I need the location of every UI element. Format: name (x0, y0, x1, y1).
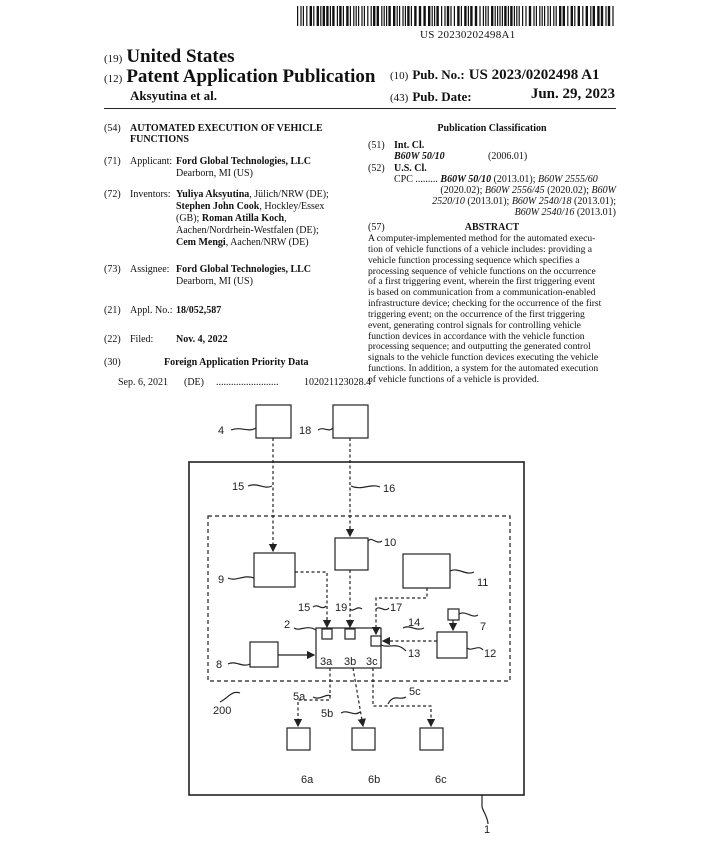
leader-8 (228, 663, 250, 665)
box-6a (287, 728, 310, 750)
uscl-code: (52) (368, 163, 385, 174)
barcode-bar (574, 6, 575, 26)
assignee-name: Ford Global Technologies, LLC (176, 264, 312, 275)
ref-10: 10 (384, 537, 397, 549)
barcode-bar (582, 6, 583, 26)
barcode-number: US 20230202498A1 (420, 29, 516, 41)
leader-12 (467, 648, 483, 650)
barcode-bar (441, 6, 442, 26)
barcode-bar (519, 6, 520, 26)
pubtype-code: (12) (104, 73, 123, 85)
abstract-line: of a first triggering event, wherein the first triggering event (368, 276, 595, 288)
priority-country: (DE) (184, 377, 204, 388)
leader-19 (350, 608, 362, 610)
vehicle-boundary-200 (208, 516, 510, 681)
country-code: (19) (104, 53, 123, 65)
barcode-bar (399, 6, 400, 26)
box-8 (250, 642, 278, 667)
ref-6b: 6b (368, 774, 381, 786)
barcode-bar (402, 6, 403, 26)
ref-5a: 5a (293, 691, 306, 703)
pub-date-line (390, 88, 615, 106)
barcode-bar (373, 6, 375, 26)
barcode-bar (364, 6, 365, 26)
leader-18 (318, 428, 333, 430)
barcode-bar (508, 6, 509, 26)
box-4 (256, 405, 291, 438)
ref-1: 1 (484, 824, 491, 836)
assignee-code: (73) (104, 264, 121, 275)
barcode-bar (525, 6, 526, 26)
ref-8: 8 (216, 659, 223, 671)
leader-200 (220, 692, 240, 702)
pubdate-code: (43) (390, 92, 409, 104)
barcode-bar (553, 6, 554, 26)
leader-10 (368, 539, 382, 542)
cpc-line-2: (2020.02); B60W 2556/45 (2020.02); B60W (440, 185, 616, 196)
barcode-bar (361, 6, 362, 26)
barcode-bar (479, 6, 480, 26)
intcl-code: (51) (368, 140, 385, 151)
abstract-line: signals to the vehicle function devices executing the vehicle (368, 352, 599, 364)
box-18 (333, 405, 368, 438)
abstract-line: processing sequence; and outputting the generated control (368, 341, 591, 353)
title-line-2: FUNCTIONS (130, 134, 189, 145)
inventor-3-location: Aachen/Nordrhein-Westfalen (DE); (176, 225, 319, 236)
pubno-label: Pub. No.: (412, 67, 465, 82)
barcode-bar (346, 6, 348, 26)
ref-2: 2 (284, 619, 291, 631)
barcode-bar (411, 6, 412, 26)
authors: Aksyutina et al. (130, 88, 218, 103)
ref-15-top: 15 (232, 481, 245, 493)
title-code: (54) (104, 123, 121, 134)
assignee-label: Assignee: (130, 264, 170, 275)
ref-19: 19 (335, 602, 348, 614)
output-5a-line (298, 668, 330, 726)
leader-15a (248, 485, 272, 487)
box-10 (335, 538, 368, 570)
leader-13 (381, 645, 406, 651)
ref-6c: 6c (435, 774, 447, 786)
right-column (368, 123, 616, 393)
ref-14: 14 (408, 617, 421, 629)
barcode-bar (485, 6, 486, 26)
barcode-bar (300, 6, 301, 26)
appl-code: (21) (104, 305, 121, 316)
barcode-bar (419, 6, 421, 26)
barcode-bar (483, 6, 484, 26)
ref-9: 9 (218, 574, 225, 586)
applicant-location: Dearborn, MI (US) (176, 168, 253, 179)
barcode-bar (464, 6, 466, 26)
barcode-bar (556, 6, 557, 26)
header-rule (104, 108, 616, 109)
barcode-bar (539, 6, 540, 26)
barcode-bar (578, 6, 580, 26)
barcode-bar (559, 6, 561, 26)
output-5b-line (353, 668, 363, 726)
abstract-line: is based on communication from a communication-enabled (368, 287, 596, 299)
pubno-code: (10) (390, 70, 409, 82)
barcode-bar (297, 6, 298, 26)
barcode-bar (367, 6, 368, 26)
barcode-bar (488, 6, 489, 26)
publication-type-line (104, 66, 375, 88)
abstract-title: ABSTRACT (464, 222, 520, 233)
barcode-bar (371, 6, 372, 26)
applicant-label: Applicant: (130, 156, 173, 167)
abstract-line: of vehicle functions of a vehicle is provided. (368, 373, 540, 385)
filed-code: (22) (104, 334, 121, 345)
appl-number: 18/052,587 (176, 305, 222, 316)
barcode-bar (597, 6, 599, 26)
barcode-bar (475, 6, 477, 26)
ref-12: 12 (484, 648, 497, 660)
pubdate-label: Pub. Date: (412, 89, 472, 104)
barcode-bar (393, 6, 395, 26)
abstract-line: vehicle function processing sequence which specifies a (368, 254, 580, 266)
barcode-bar (461, 6, 462, 26)
box-9 (254, 553, 295, 587)
barcode-bar (317, 6, 319, 26)
barcode-bar (590, 6, 591, 26)
box-6b (352, 728, 375, 750)
box-12 (437, 632, 467, 658)
priority-title: Foreign Application Priority Data (164, 357, 309, 368)
abstract-code: (57) (368, 222, 385, 233)
barcode-bar (522, 6, 523, 26)
abstract-line: infrastructure device; checking for the occurrence of the first (368, 298, 602, 310)
barcode-bar (313, 6, 314, 26)
ref-3a: 3a (320, 656, 333, 668)
cpc-line-1: CPC ......... B60W 50/10 (2013.01); B60W 2555/60 (394, 174, 598, 185)
abstract-line: function devices in accordance with the vehicle function (368, 330, 585, 342)
abstract-body (368, 234, 616, 386)
leader-5c (388, 697, 406, 704)
barcode-bar (497, 6, 498, 26)
barcode-bar (350, 6, 351, 26)
port-3b (345, 629, 355, 639)
barcode-bar (320, 6, 321, 26)
pubno-value: US 2023/0202498 A1 (468, 67, 600, 83)
barcode-bar (544, 6, 545, 26)
abstract-line: event, generating control signals for controlling vehicle (368, 319, 581, 331)
barcode-bar (326, 6, 328, 26)
signal-9-3a-line (295, 572, 327, 627)
barcode-bar (550, 6, 551, 26)
intcl-label: Int. Cl. (394, 140, 425, 151)
barcode-bar (377, 6, 379, 26)
barcode-bar (343, 6, 344, 26)
barcode-bar (468, 6, 469, 26)
filed-label: Filed: (130, 334, 154, 345)
inventor-4: Cem Mengi, Aachen/NRW (DE) (176, 237, 309, 248)
ref-4: 4 (218, 425, 225, 437)
appl-label: Appl. No.: (130, 305, 173, 316)
abstract-line: tion of vehicle functions of a vehicle includes: providing a (368, 243, 593, 255)
leader-1 (482, 807, 488, 824)
ref-5b: 5b (321, 708, 334, 720)
barcode-bar (450, 6, 451, 26)
publication-type: Patent Application Publication (126, 66, 376, 87)
port-3c (371, 636, 381, 646)
barcode-bar (447, 6, 449, 26)
title-line-1: AUTOMATED EXECUTION OF VEHICLE (130, 123, 323, 134)
output-5c-line (373, 668, 431, 726)
box-11 (403, 554, 450, 588)
box-7 (448, 609, 459, 620)
ref-7: 7 (480, 621, 487, 633)
ref-13: 13 (408, 648, 421, 660)
inventors-code: (72) (104, 189, 121, 200)
barcode-bar (612, 6, 613, 26)
pubdate-value: Jun. 29, 2023 (530, 86, 615, 102)
barcode-bar (436, 6, 438, 26)
barcode-bar (303, 6, 304, 26)
barcode-bar (529, 6, 531, 26)
barcode-bar (533, 6, 534, 26)
barcode-bar (356, 6, 357, 26)
barcode-bar (434, 6, 435, 26)
leader-11 (450, 570, 474, 573)
barcode-bar (444, 6, 445, 26)
system-frame-1 (189, 462, 524, 795)
barcode-bar (499, 6, 500, 26)
barcode-bar (323, 6, 325, 26)
barcode-bar (504, 6, 506, 26)
cpc-line-3: 2520/10 (2013.01); B60W 2540/18 (2013.01); (432, 196, 616, 207)
barcode-bar (330, 6, 331, 26)
leader-5b (341, 712, 360, 714)
left-column (104, 123, 372, 403)
barcode-bar (547, 6, 548, 26)
barcode-bar (381, 6, 382, 26)
barcode-bar (470, 6, 472, 26)
country-name: United States (126, 46, 235, 67)
signal-11-3c-line (376, 588, 427, 634)
barcode (297, 6, 615, 26)
inventor-1: Yuliya Aksyutina, Jülich/NRW (DE); (176, 189, 329, 200)
abstract-line: A computer-implemented method for the automated execu- (368, 233, 596, 244)
barcode-bar (428, 6, 430, 26)
leader-5a (313, 695, 331, 698)
abstract-line: triggering event; on the occurrence of the first triggering (368, 308, 585, 320)
ref-3b: 3b (344, 656, 357, 668)
barcode-bar (397, 6, 398, 26)
applicant-code: (71) (104, 156, 121, 167)
country-line (104, 46, 235, 68)
ref-5c: 5c (409, 686, 421, 698)
leader-4 (231, 428, 256, 430)
barcode-bar (407, 6, 409, 26)
barcode-bar (495, 6, 496, 26)
ref-16: 16 (383, 483, 396, 495)
ref-17: 17 (390, 602, 403, 614)
leader-17 (376, 608, 389, 610)
barcode-bar (306, 6, 307, 26)
box-6c (420, 728, 443, 750)
intcl-class: B60W 50/10 (394, 151, 445, 162)
barcode-bar (454, 6, 455, 26)
leader-9 (228, 577, 254, 579)
ref-15-mid: 15 (298, 602, 311, 614)
leader-7 (459, 613, 478, 616)
ref-3c: 3c (366, 656, 378, 668)
intcl-date: (2006.01) (488, 151, 528, 162)
barcode-bar (388, 6, 390, 26)
assignee-location: Dearborn, MI (US) (176, 276, 253, 287)
barcode-bar (491, 6, 493, 26)
barcode-bar (337, 6, 338, 26)
barcode-bar (386, 6, 387, 26)
ref-18: 18 (299, 425, 312, 437)
barcode-bar (608, 6, 610, 26)
barcode-bar (514, 6, 515, 26)
inventor-2: Stephen John Cook, Hockley/Essex (176, 201, 325, 212)
barcode-bar (423, 6, 425, 26)
barcode-bar (457, 6, 459, 26)
barcode-bar (502, 6, 503, 26)
uscl-label: U.S. Cl. (394, 163, 427, 174)
barcode-bar (339, 6, 341, 26)
pubclass-title: Publication Classification (437, 123, 547, 134)
barcode-bar (516, 6, 517, 26)
priority-date: Sep. 6, 2021 (118, 377, 168, 388)
barcode-bar (586, 6, 588, 26)
barcode-bar (510, 6, 512, 26)
priority-code: (30) (104, 357, 121, 368)
barcode-bar (310, 6, 312, 26)
barcode-bar (405, 6, 406, 26)
barcode-bar (432, 6, 433, 26)
ref-200: 200 (213, 705, 232, 717)
barcode-bar (536, 6, 537, 26)
barcode-bar (605, 6, 606, 26)
applicant-name: Ford Global Technologies, LLC (176, 156, 312, 167)
port-3a (322, 629, 332, 639)
leader-2 (294, 628, 316, 630)
barcode-bar (563, 6, 565, 26)
barcode-bar (414, 6, 416, 26)
barcode-bar (567, 6, 568, 26)
leader-16 (351, 486, 380, 488)
barcode-bar (571, 6, 573, 26)
leader-14 (403, 627, 424, 629)
ref-11: 11 (477, 577, 489, 589)
cpc-line-4: B60W 2540/16 (2013.01) (514, 207, 616, 218)
barcode-bar (593, 6, 595, 26)
priority-dots: ......................... (216, 377, 279, 388)
abstract-line: processing sequence of vehicle functions on the occurrence (368, 265, 596, 277)
barcode-bar (384, 6, 385, 26)
control-unit-2 (316, 628, 381, 668)
abstract-line: functions. In addition, a system for the automated execution (368, 363, 599, 375)
ref-6a: 6a (301, 774, 314, 786)
barcode-bar (353, 6, 354, 26)
barcode-bar (358, 6, 359, 26)
inventors-label: Inventors: (130, 189, 171, 200)
filed-date: Nov. 4, 2022 (176, 334, 228, 345)
barcode-bar (542, 6, 543, 26)
priority-number: 102021123028.4 (304, 377, 372, 388)
pub-number-line (390, 66, 600, 84)
inventor-3: (GB); Roman Atilla Koch, (176, 213, 287, 224)
leader-15b (313, 606, 326, 608)
barcode-bar (601, 6, 603, 26)
barcode-bar (332, 6, 334, 26)
